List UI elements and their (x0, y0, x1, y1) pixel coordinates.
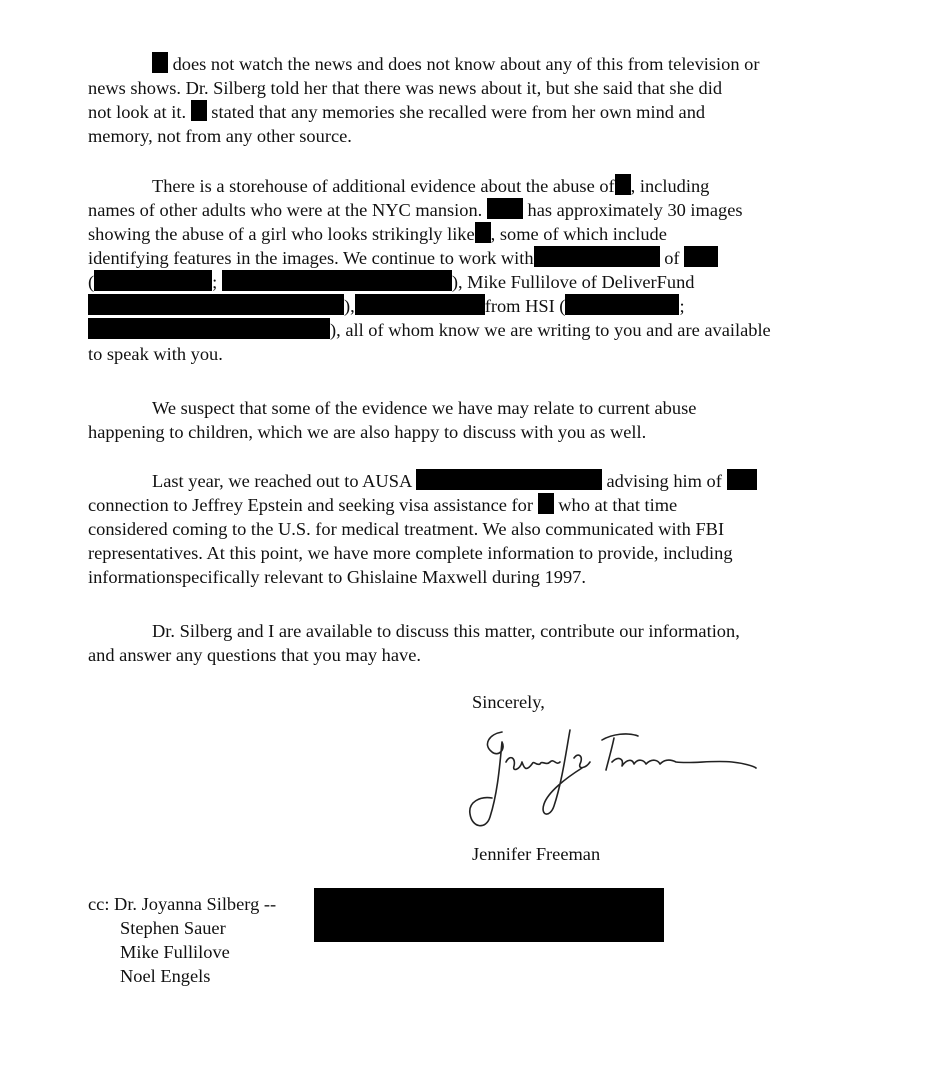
text-line: showing the abuse of a girl who looks strikingly like (88, 224, 475, 244)
text-line: has approximately 30 images (527, 200, 743, 220)
redaction-block (615, 174, 631, 195)
text-line: Last year, we reached out to AUSA (152, 471, 412, 491)
redaction-block (94, 270, 212, 291)
text-line: representatives. At this point, we have more complete information to provide, including (88, 543, 733, 563)
redaction-block (538, 493, 554, 514)
redaction-block (314, 888, 664, 942)
redaction-block (565, 294, 679, 315)
text-line: ; (679, 296, 685, 316)
text-line: ), Mike Fullilove of DeliverFund (451, 272, 695, 292)
signer-name: Jennifer Freeman (472, 844, 601, 864)
redaction-block (416, 469, 602, 490)
text-line: , some of which include (490, 224, 667, 244)
redaction-block (222, 270, 452, 291)
cc-block (88, 888, 788, 998)
text-line: There is a storehouse of additional evidence about the abuse of (152, 176, 615, 196)
text-line: who at that time (558, 495, 678, 515)
redaction-block (487, 198, 523, 219)
redaction-block (475, 222, 491, 243)
text-line: informationspecifically relevant to Ghislaine Maxwell during 1997. (88, 567, 586, 587)
cc-label-line: cc: Dr. Joyanna Silberg -- (88, 894, 277, 914)
text-line: Dr. Silberg and I are available to discuss this matter, contribute our information, (152, 621, 740, 641)
redaction-block (88, 318, 330, 339)
redaction-block (727, 469, 757, 490)
text-line: , including (630, 176, 710, 196)
text-line: to speak with you. (88, 344, 223, 364)
text-line: connection to Jeffrey Epstein and seeking visa assistance for (88, 495, 533, 515)
redaction-block (355, 294, 485, 315)
cc-recipient: Noel Engels (120, 966, 211, 986)
text-line: from HSI ( (484, 296, 566, 316)
text-line: of (664, 248, 680, 268)
text-line: advising him of (606, 471, 722, 491)
text-line: considered coming to the U.S. for medical treatment. We also communicated with FBI (88, 519, 725, 539)
text-line: names of other adults who were at the NYC mansion. (88, 200, 483, 220)
redaction-block (191, 100, 207, 121)
text-line: ), (344, 296, 355, 316)
handwritten-signature (462, 722, 762, 832)
redaction-block (684, 246, 718, 267)
closing-salutation: Sincerely, (472, 692, 545, 712)
signature-block (472, 688, 792, 878)
cc-recipient: Stephen Sauer (120, 918, 226, 938)
text-line: stated that any memories she recalled were from her own mind and (211, 102, 706, 122)
text-line: not look at it. (88, 102, 187, 122)
text-line: We suspect that some of the evidence we have may relate to current abuse (152, 398, 697, 418)
text-line: identifying features in the images. We continue to work with (88, 248, 534, 268)
redaction-block (152, 52, 168, 73)
text-line: news shows. Dr. Silberg told her that there was news about it, but she said that she did (88, 78, 723, 98)
redaction-block (534, 246, 660, 267)
text-line: ; (212, 272, 218, 292)
text-line: and answer any questions that you may have. (88, 645, 421, 665)
text-line: ( (88, 272, 95, 292)
text-line: does not watch the news and does not know about any of this from television or (172, 54, 760, 74)
text-line: happening to children, which we are also happy to discuss with you as well. (88, 422, 647, 442)
text-line: ), all of whom know we are writing to you and are available (330, 320, 771, 340)
cc-recipient: Mike Fullilove (120, 942, 230, 962)
redaction-block (88, 294, 344, 315)
text-line: memory, not from any other source. (88, 126, 352, 146)
